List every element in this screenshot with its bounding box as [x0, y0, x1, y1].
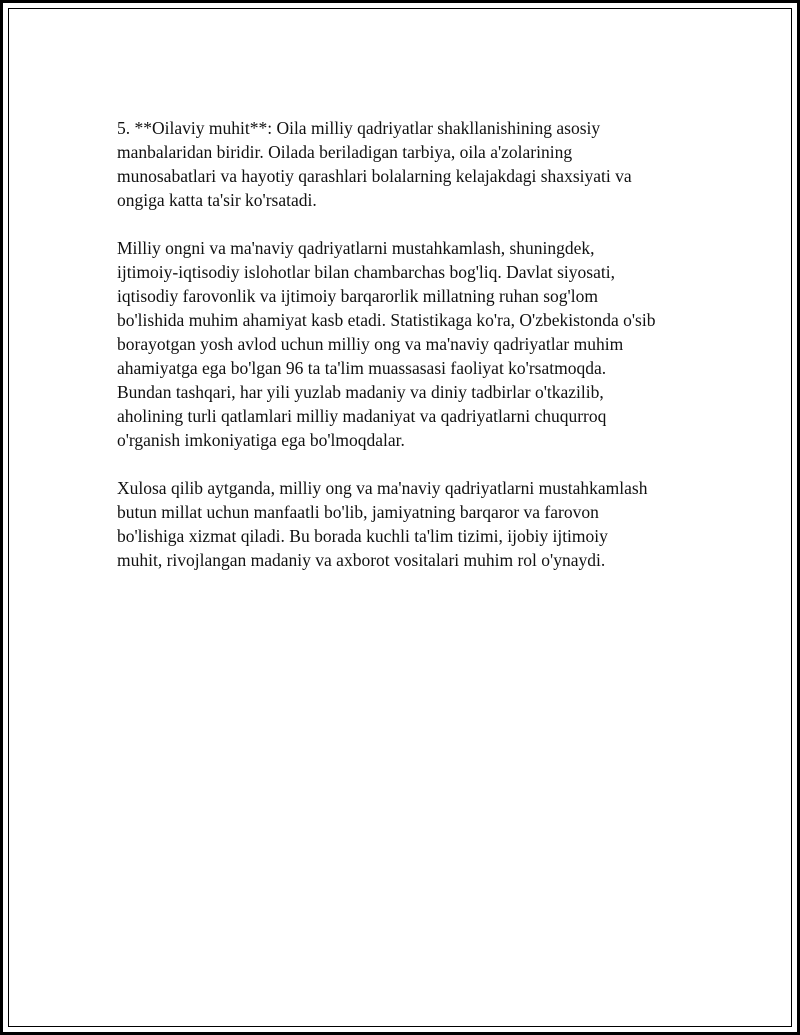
paragraph-family-environment: [117, 116, 717, 212]
text-line: bo'lishida muhim ahamiyat kasb etadi. Statistikaga ko'ra, O'zbekistonda o'sib: [117, 310, 656, 330]
text-line: Bundan tashqari, har yili yuzlab madaniy va diniy tadbirlar o'tkazilib,: [117, 382, 604, 402]
text-line: ijtimoiy-iqtisodiy islohotlar bilan chambarchas bog'liq. Davlat siyosati,: [117, 262, 615, 282]
text-line: butun millat uchun manfaatli bo'lib, jamiyatning barqaror va farovon: [117, 502, 599, 522]
text-line: ongiga katta ta'sir ko'rsatadi.: [117, 190, 317, 210]
text-line: iqtisodiy farovonlik va ijtimoiy barqarorlik millatning ruhan sog'lom: [117, 286, 598, 306]
text-line: ahamiyatga ega bo'lgan 96 ta ta'lim muassasasi faoliyat ko'rsatmoqda.: [117, 358, 607, 378]
paragraph-conclusion: [117, 476, 717, 572]
text-line: borayotgan yosh avlod uchun milliy ong va ma'naviy qadriyatlar muhim: [117, 334, 624, 354]
text-line: Milliy ongni va ma'naviy qadriyatlarni mustahkamlash, shuningdek,: [117, 238, 595, 258]
paragraph-national-consciousness: [117, 236, 717, 452]
text-line: 5. **Oilaviy muhit**: Oila milliy qadriyatlar shakllanishining asosiy: [117, 118, 601, 138]
text-line: aholining turli qatlamlari milliy madaniyat va qadriyatlarni chuqurroq: [117, 406, 607, 426]
text-line: o'rganish imkoniyatiga ega bo'lmoqdalar.: [117, 430, 405, 450]
text-line: manbalaridan biridir. Oilada beriladigan tarbiya, oila a'zolarining: [117, 142, 573, 162]
text-line: bo'lishiga xizmat qiladi. Bu borada kuchli ta'lim tizimi, ijobiy ijtimoiy: [117, 526, 608, 546]
text-line: munosabatlari va hayotiy qarashlari bolalarning kelajakdagi shaxsiyati va: [117, 166, 632, 186]
document-body: [117, 116, 717, 596]
text-line: muhit, rivojlangan madaniy va axborot vositalari muhim rol o'ynaydi.: [117, 550, 606, 570]
text-line: Xulosa qilib aytganda, milliy ong va ma'naviy qadriyatlarni mustahkamlash: [117, 478, 648, 498]
